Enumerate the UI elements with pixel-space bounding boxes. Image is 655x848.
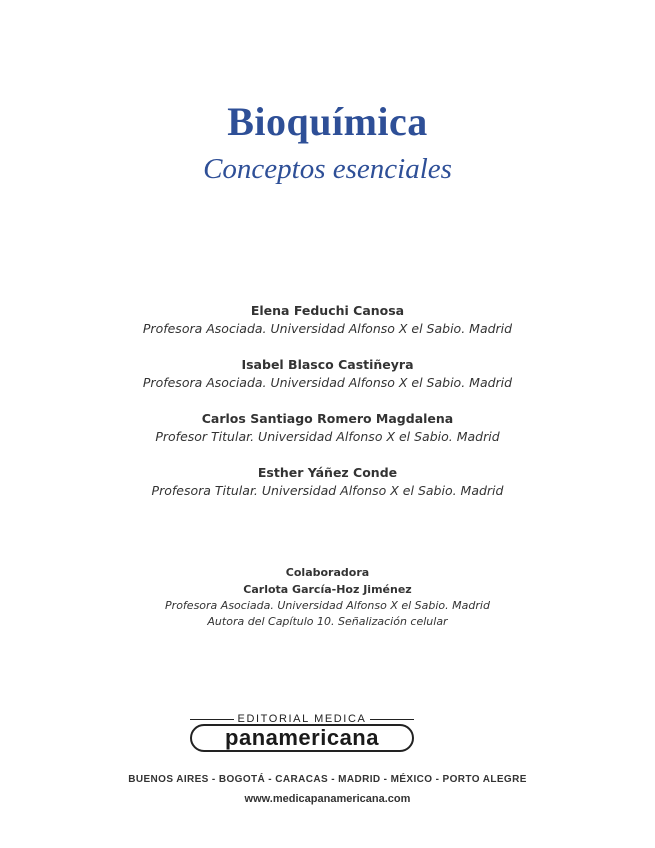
book-subtitle: Conceptos esenciales [203,153,452,185]
publisher-cities: BUENOS AIRES - BOGOTÁ - CARACAS - MADRID - MÉXICO - PORTO ALEGRE [128,774,527,785]
book-title [0,98,655,145]
collaborator-block [0,564,655,630]
logo-top-label: EDITORIAL MEDICA [235,713,370,725]
author-entry [0,464,655,518]
collaborator-name: Carlota García-Hoz Jiménez [243,583,412,596]
author-entry [0,356,655,410]
author-name: Isabel Blasco Castiñeyra [241,357,414,372]
author-entry [0,302,655,356]
author-entry [0,410,655,464]
author-list [0,302,655,518]
publisher-website: www.medicapanamericana.com [244,793,411,805]
author-affiliation: Profesora Asociada. Universidad Alfonso X el Sabio. Madrid [142,375,513,390]
collaborator-label: Colaboradora [285,566,370,579]
publisher-logo [186,713,418,755]
logo-bottom-text: panamericana [225,725,379,750]
author-affiliation: Profesora Asociada. Universidad Alfonso X el Sabio. Madrid [142,321,513,336]
author-affiliation: Profesora Titular. Universidad Alfonso X el Sabio. Madrid [151,483,504,498]
author-name: Carlos Santiago Romero Magdalena [201,411,454,426]
author-affiliation: Profesor Titular. Universidad Alfonso X el Sabio. Madrid [155,429,500,444]
collaborator-affiliation: Profesora Asociada. Universidad Alfonso X el Sabio. Madrid [165,599,490,612]
book-title-text: Bioquímica [227,99,428,144]
collaborator-note: Autora del Capítulo 10. Señalización celular [207,615,448,628]
author-name: Elena Feduchi Canosa [250,303,405,318]
author-name: Esther Yáñez Conde [257,465,398,480]
